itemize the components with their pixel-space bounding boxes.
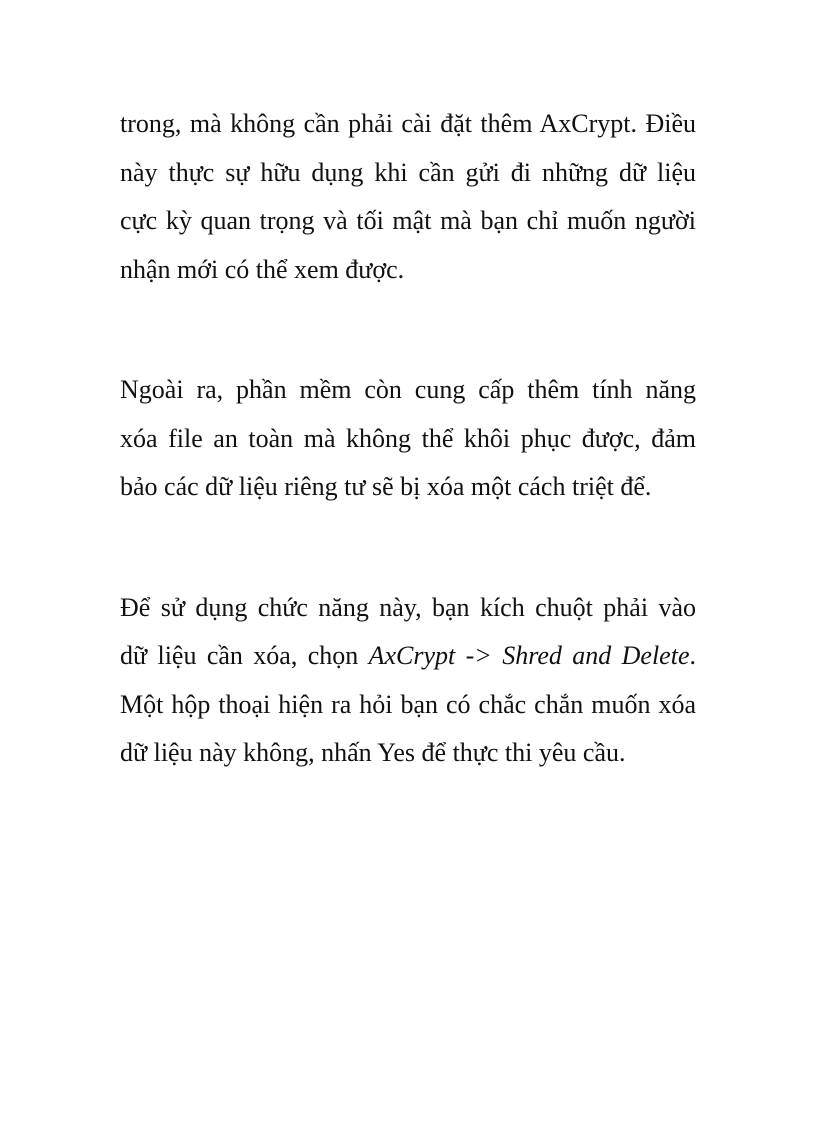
paragraph-line: trong, mà không cần phải cài đặt thêm AxCrypt. Điều [120, 109, 696, 138]
paragraph-line: Để sử dụng chức năng này, bạn kích chuột phải vào [120, 592, 696, 622]
text-fragment: . [689, 641, 696, 670]
paragraph-line: dữ liệu này không, nhấn Yes để thực thi yêu cầu. [120, 738, 626, 767]
paragraph-line: Ngoài ra, phần mềm còn cung cấp thêm tính năng [120, 375, 696, 404]
document-body [120, 100, 696, 778]
paragraph-line: xóa file an toàn mà không thể khôi phục được, đảm [120, 423, 696, 453]
paragraph-line: Một hộp thoại hiện ra hỏi bạn có chắc chắn muốn xóa [120, 689, 696, 719]
paragraph-line: bảo các dữ liệu riêng tư sẽ bị xóa một cách triệt để. [120, 472, 652, 501]
text-fragment: dữ liệu cần xóa, chọn [120, 641, 369, 670]
paragraph-line: này thực sự hữu dụng khi cần gửi đi những dữ liệu [120, 157, 696, 187]
menu-path: AxCrypt -> Shred and Delete [368, 641, 690, 670]
paragraph-3 [120, 584, 696, 778]
paragraph-1 [120, 100, 696, 294]
paragraph-line-with-menu-path [120, 632, 696, 681]
paragraph-line: cực kỳ quan trọng và tối mật mà bạn chỉ muốn người [120, 206, 696, 235]
paragraph-2 [120, 366, 696, 512]
paragraph-line: nhận mới có thể xem được. [120, 254, 405, 284]
